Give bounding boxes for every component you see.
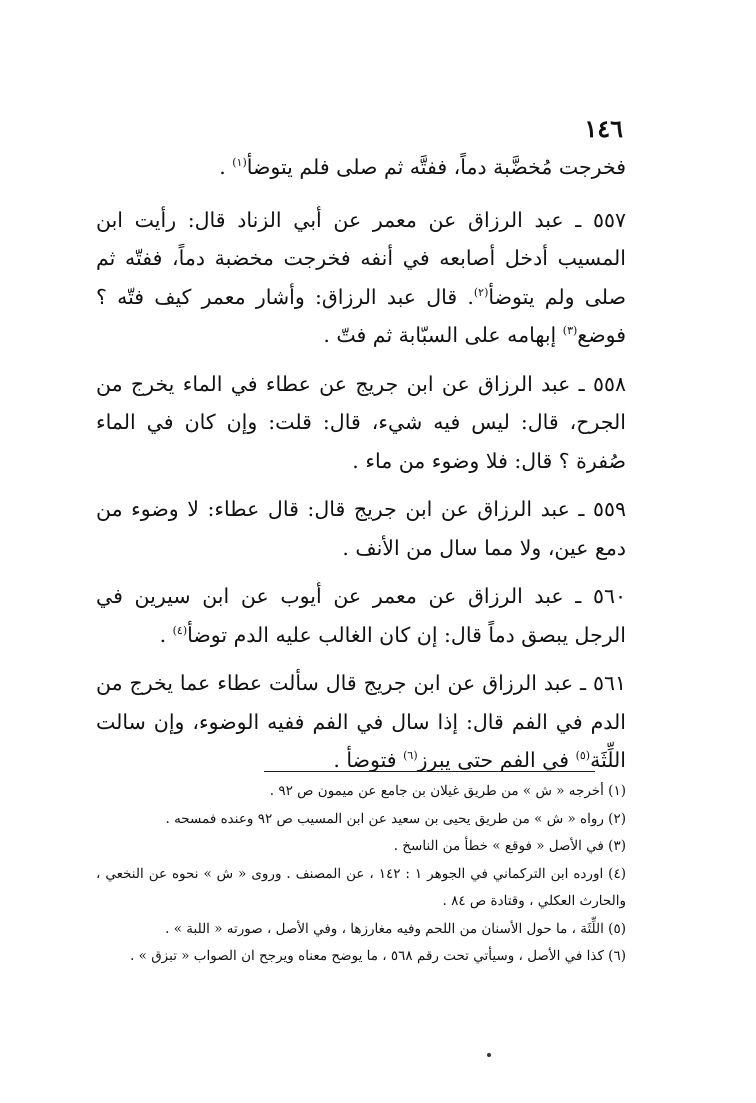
footnote-4: (٤) اورده ابن التركماني في الجوهر ١ : ١٤٢ ، عن المصنف . وروى « ش » نحوه عن النخعي ، والحارث العكلي ، وقتادة ص ٨٤ .	[96, 865, 626, 909]
paragraph-tail: .	[159, 622, 173, 647]
footnotes	[96, 778, 626, 971]
paragraph-text-2: . قال عبد الرزاق: وأشار معمر كيف فتّه ؟ فوضع	[96, 284, 626, 347]
paragraph-text: ٥٥٧ ـ عبد الرزاق عن معمر عن أبي الزناد قال: رأيت ابن المسيب أدخل أصابعه في أنفه فخرجت مخضبة دماً، ففتّه ثم صلى ولم يتوضأ	[96, 207, 626, 309]
paragraph-text: ٥٦١ ـ عبد الرزاق عن ابن جريج قال سألت عطاء عما يخرج من الدم في الفم قال: إذا سال في الفم ففيه الوضوء، وإن سالت اللِّثَة	[96, 671, 626, 772]
hadith-561	[96, 664, 626, 780]
footnote-ref[interactable]: (١)	[232, 156, 247, 170]
paragraph-text: ٥٦٠ ـ عبد الرزاق عن معمر عن أيوب عن ابن سيرين في الرجل يبصق دماً قال: إن كان الغالب عليه الدم توضأ	[96, 584, 626, 647]
paragraph-text: فخرجت مُخضَّبة دماً، ففتَّه ثم صلى فلم يتوضأ	[246, 155, 626, 179]
footnote-ref[interactable]: (٣)	[562, 324, 578, 338]
page-number: ١٤٦	[584, 114, 623, 143]
paragraph-continuation	[96, 148, 626, 187]
footnote-ref[interactable]: (٢)	[473, 285, 489, 299]
footnote-ref[interactable]: (٦)	[403, 749, 418, 763]
paragraph-text-2: في الفم حتى يبرز	[417, 748, 576, 772]
paragraph-text: ٥٥٩ ـ عبد الرزاق عن ابن جريج قال: قال عطاء: لا وضوء من دمع عين، ولا مما سال من الأنف .	[96, 497, 626, 560]
footnote-divider	[264, 771, 595, 772]
footnote-5: (٥) اللِّثَة ، ما حول الأسنان من اللحم وفيه مغارزها ، وفي الأصل ، صورته « اللبة » .	[165, 920, 626, 937]
footnote-2: (٢) رواه « ش » من طريق يحيى بن سعيد عن ابن المسيب ص ٩٢ وعنده فمسحه .	[165, 810, 626, 827]
hadith-558	[96, 365, 626, 481]
footnote-3: (٣) في الأصل « فوقع » خطأ من الناسخ .	[393, 838, 626, 854]
footnote-1: (١) أخرجه « ش » من طريق غيلان بن جامع عن ميمون ص ٩٢ .	[269, 783, 626, 799]
page-speck	[487, 1053, 491, 1057]
hadith-560	[96, 577, 626, 654]
footnote-6: (٦) كذا في الأصل ، وسيأتي تحت رقم ٥٦٨ ، ما يوضح معناه ويرجح ان الصواب « تبزق » .	[130, 948, 626, 964]
hadith-559	[96, 490, 626, 567]
footnote-ref[interactable]: (٥)	[575, 749, 591, 763]
paragraph-text: ٥٥٨ ـ عبد الرزاق عن ابن جريج عن عطاء في الماء يخرج من الجرح، قال: ليس فيه شيء، قال: قلت: وإن كان في الماء صُفرة ؟ قال: فلا وضوء من ماء .	[96, 371, 626, 473]
paragraph-tail: .	[219, 155, 233, 179]
paragraph-text-3: فتوضأ .	[333, 748, 404, 772]
paragraph-text-3: إبهامه على السبّابة ثم فتّ .	[323, 323, 563, 347]
main-text	[96, 148, 626, 790]
hadith-557	[96, 201, 626, 355]
footnote-ref[interactable]: (٤)	[172, 623, 188, 637]
